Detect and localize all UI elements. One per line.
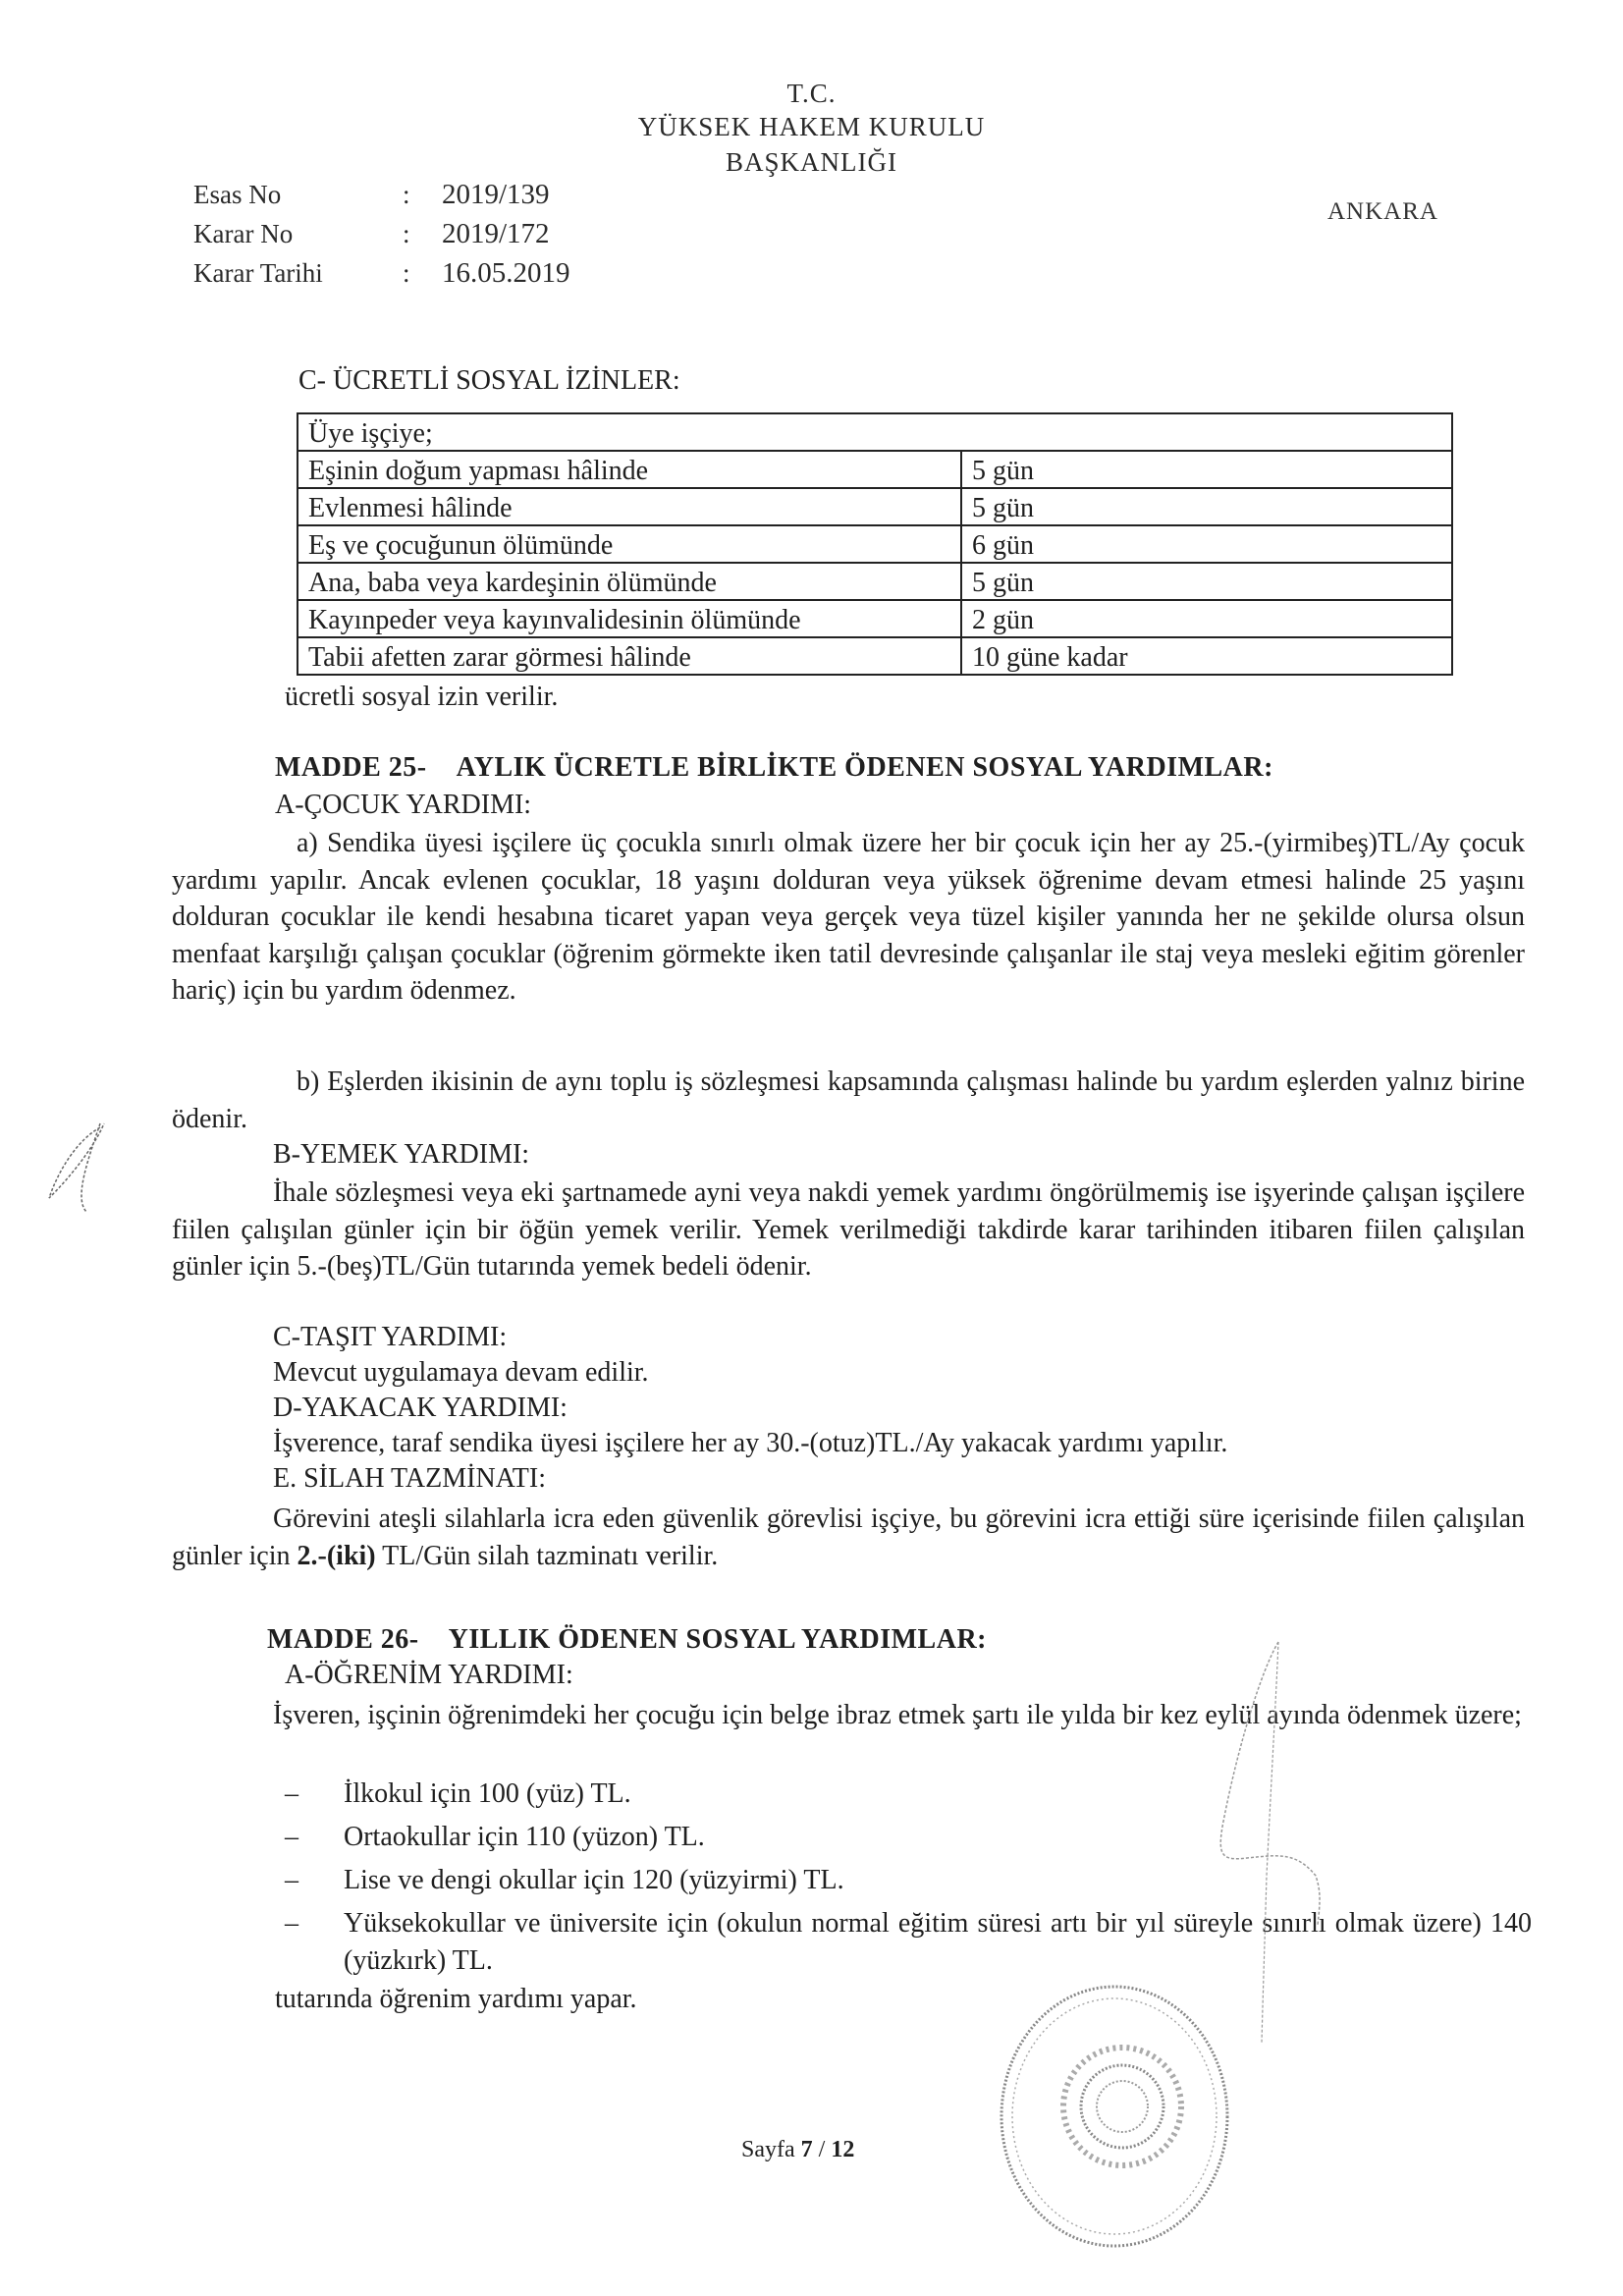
list-item-text: Yüksekokullar ve üniversite için (okulun normal eğitim süresi artı bir yıl süreyle sınırlı olmak üzere) 140 (yüzkırk) TL. (344, 1908, 1532, 1976)
header-institution: YÜKSEK HAKEM KURULU (637, 112, 986, 141)
yemek-heading: B-YEMEK YARDIMI: (273, 1139, 530, 1170)
meta-value: 16.05.2019 (442, 257, 570, 289)
days-cell: 5 gün (961, 451, 1452, 488)
table-row (298, 563, 1452, 600)
page-sep: / (818, 2137, 826, 2162)
official-stamp-icon (987, 1979, 1242, 2264)
silah-heading: E. SİLAH TAZMİNATI: (273, 1463, 546, 1494)
table-header-cell: Üye işçiye; (298, 413, 1452, 451)
meta-esas-no (193, 179, 550, 211)
table-row (298, 637, 1452, 675)
meta-label: Esas No (193, 180, 282, 209)
case-cell: Tabii afetten zarar görmesi hâlinde (298, 637, 961, 675)
meta-sep: : (403, 258, 410, 288)
page-number (741, 2137, 854, 2163)
table-row (298, 525, 1452, 563)
case-cell: Evlenmesi hâlinde (298, 488, 961, 525)
meta-value: 2019/139 (442, 179, 550, 210)
case-cell: Eşinin doğum yapması hâlinde (298, 451, 961, 488)
madde26-title: YILLIK ÖDENEN SOSYAL YARDIMLAR: (448, 1624, 987, 1655)
madde25-heading (275, 752, 1273, 784)
cocuk-paragraph-a: a) Sendika üyesi işçilere üç çocukla sınırlı olmak üzere her bir çocuk için her ay 25.-(yirmibeş)TL/Ay çocuk yardımı yapılır. Ancak evlenen çocuklar, 18 yaşını dolduran veya yüksek öğrenime devam etmesi halinde 25 yaşını dolduran çocuklar ile kendi hesabına ticaret yapan veya gerçek veya tüzel kişiler yanında her ne şekilde olursa olsun menfaat karşılığı çalışan çocuklar (öğrenim görmekte iken tatil devresinde çalışanlar ile staj veya mesleki eğitim görenler hariç) için bu yardım ödenmez. (172, 828, 1525, 1006)
meta-sep: : (403, 219, 410, 248)
silah-paragraph (172, 1501, 1525, 1574)
madde25-number: MADDE 25- (275, 752, 427, 783)
case-cell: Ana, baba veya kardeşinin ölümünde (298, 563, 961, 600)
izinler-table (297, 412, 1453, 676)
madde25-title: AYLIK ÜCRETLE BİRLİKTE ÖDENEN SOSYAL YARDIMLAR: (456, 752, 1273, 783)
list-item-text: İlkokul için 100 (yüz) TL. (344, 1778, 631, 1809)
list-item-text: Lise ve dengi okullar için 120 (yüzyirmi) TL. (344, 1865, 844, 1895)
days-cell: 5 gün (961, 488, 1452, 525)
days-cell: 2 gün (961, 600, 1452, 637)
ogrenim-closing: tutarında öğrenim yardımı yapar. (275, 1984, 637, 2014)
list-item: – Lise ve dengi okullar için 120 (yüzyirmi) TL. (285, 1865, 844, 1895)
tasit-heading: C-TAŞIT YARDIMI: (273, 1322, 508, 1352)
yemek-paragraph: İhale sözleşmesi veya eki şartnamede ayni veya nakdi yemek yardımı öngörülmemiş ise işyerinde çalışan işçilere fiilen çalışılan günler için bir öğün yemek verilir. Yemek verilmediği takdirde karar tarihinden itibaren fiilen çalışılan günler için 5.-(beş)TL/Gün tutarında yemek bedeli ödenir. (172, 1177, 1525, 1282)
list-item-text: Ortaokullar için 110 (yüzon) TL. (344, 1822, 705, 1852)
table-header-row (298, 413, 1452, 451)
table-row (298, 600, 1452, 637)
izinler-closing: ücretli sosyal izin verilir. (285, 682, 559, 712)
silah-amount: 2.-(iki) (297, 1540, 376, 1571)
madde26-number: MADDE 26- (267, 1624, 419, 1655)
header-presidency: BAŞKANLIĞI (726, 147, 897, 177)
table-row (298, 488, 1452, 525)
tasit-text: Mevcut uygulamaya devam edilir. (273, 1357, 649, 1388)
ogrenim-heading: A-ÖĞRENİM YARDIMI: (285, 1660, 573, 1690)
meta-value: 2019/172 (442, 218, 550, 249)
meta-karar-no (193, 218, 550, 250)
yakacak-text: İşverence, taraf sendika üyesi işçilere her ay 30.-(otuz)TL./Ay yakacak yardımı yapılır. (273, 1428, 1228, 1458)
table-row (298, 451, 1452, 488)
list-item: – İlkokul için 100 (yüz) TL. (285, 1778, 631, 1809)
days-cell: 5 gün (961, 563, 1452, 600)
header-tc: T.C. (786, 79, 837, 108)
izinler-title: C- ÜCRETLİ SOSYAL İZİNLER: (298, 365, 680, 396)
madde26-heading (267, 1624, 987, 1656)
city-label: ANKARA (1327, 198, 1438, 225)
meta-sep: : (403, 180, 410, 209)
silah-text: Görevini ateşli silahlarla icra eden güvenlik görevlisi işçiye, bu görevini icra ettiği süre içerisinde fiilen çalışılan günler için (172, 1503, 1525, 1571)
list-item: – Ortaokullar için 110 (yüzon) TL. (285, 1822, 705, 1852)
page-total: 12 (831, 2137, 855, 2162)
case-cell: Kayınpeder veya kayınvalidesinin ölümünde (298, 600, 961, 637)
cocuk-heading: A-ÇOCUK YARDIMI: (275, 790, 532, 820)
cocuk-paragraph-b: b) Eşlerden ikisinin de aynı toplu iş sözleşmesi kapsamında çalışması halinde bu yardım eşlerden yalnız birine ödenir. (172, 1066, 1525, 1134)
ogrenim-intro: İşveren, işçinin öğrenimdeki her çocuğu için belge ibraz etmek şartı ile yılda bir kez eylül ayında ödenmek üzere; (273, 1700, 1522, 1730)
days-cell: 10 güne kadar (961, 637, 1452, 675)
days-cell: 6 gün (961, 525, 1452, 563)
silah-text: TL/Gün silah tazminatı verilir. (375, 1540, 719, 1571)
meta-karar-tarihi (193, 257, 570, 290)
list-item: – Yüksekokullar ve üniversite için (okulun normal eğitim süresi artı bir yıl süreyle sınırlı olmak üzere) 140 (yüzkırk) TL. (285, 1905, 1532, 1980)
meta-label: Karar Tarihi (193, 258, 323, 288)
meta-label: Karar No (193, 219, 294, 248)
page-label: Sayfa (741, 2137, 795, 2162)
margin-initial-icon (39, 1110, 118, 1218)
case-cell: Eş ve çocuğunun ölümünde (298, 525, 961, 563)
page-current: 7 (800, 2137, 813, 2162)
yakacak-heading: D-YAKACAK YARDIMI: (273, 1393, 568, 1423)
